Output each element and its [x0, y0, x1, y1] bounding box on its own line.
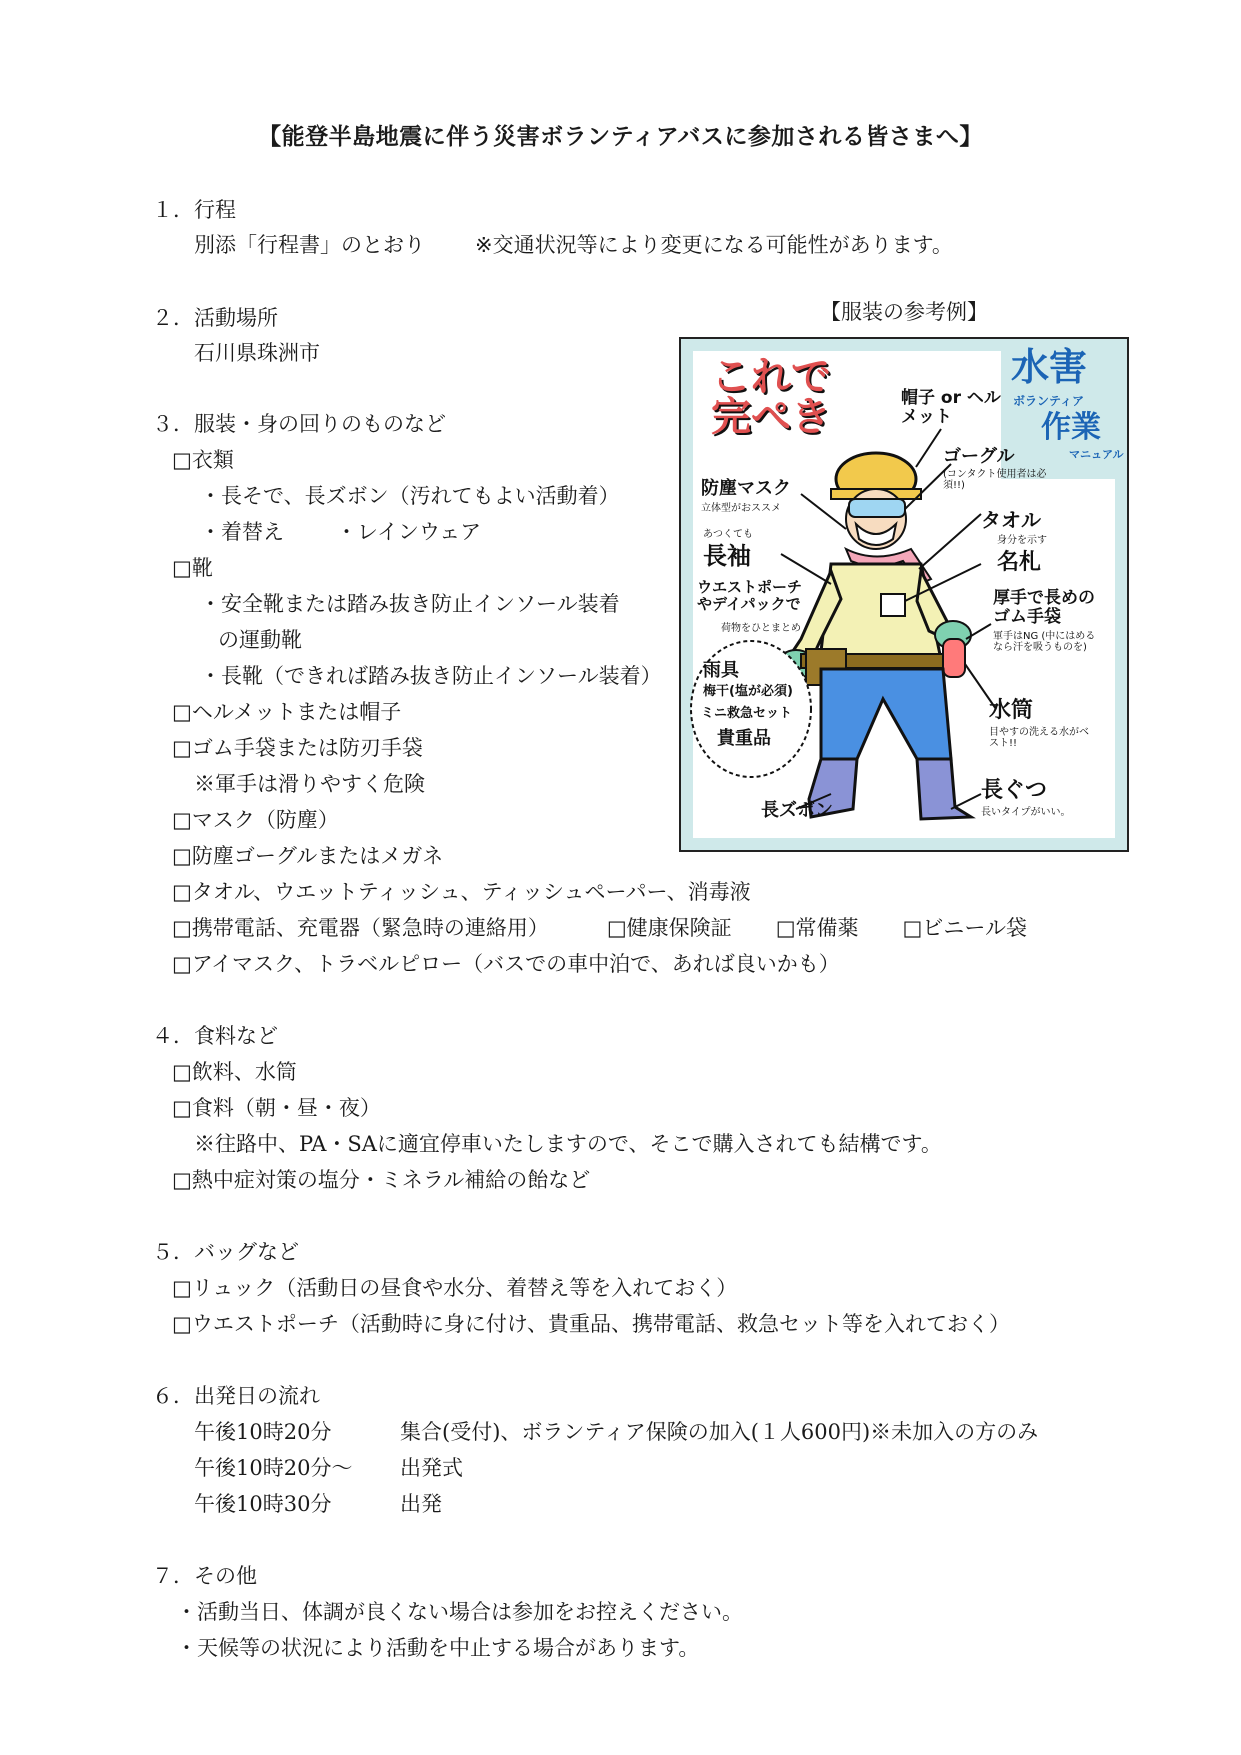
itinerary-text: 別添「行程書」のとおり — [194, 233, 425, 257]
schedule-row — [194, 1418, 1038, 1446]
checklist-goggles: □防塵ゴーグルまたはメガネ — [172, 844, 444, 868]
checklist-plastic-bag: □ビニール袋 — [902, 916, 1027, 940]
label-goggle-note: (コンタクト使用者は必須!!) — [943, 469, 1047, 491]
checklist-drinks: □飲料、水筒 — [172, 1060, 297, 1084]
label-gloves: 厚手で長めのゴム手袋 — [993, 588, 1095, 627]
other-item-1: ・活動当日、体調が良くない場合は参加をお控えください。 — [176, 1600, 743, 1624]
schedule-row — [194, 1490, 442, 1518]
checklist-clothes-item-1: ・長そで、長ズボン（汚れてもよい活動着） — [200, 484, 620, 508]
schedule-desc: 集合(受付)、ボランティア保険の加入(１人600円)※未加入の方のみ — [400, 1420, 1039, 1444]
checklist-eyemask: □アイマスク、トラベルピロー（バスでの車中泊で、あれば良いかも） — [172, 952, 840, 976]
itinerary-note: ※交通状況等により変更になる可能性があります。 — [475, 233, 953, 257]
section-4-heading: ４．食料など — [152, 1024, 278, 1048]
label-goggle: ゴーグル — [943, 446, 1015, 467]
label-boots: 長ぐつ — [981, 778, 1048, 803]
checklist-medicine: □常備薬 — [775, 916, 859, 940]
checklist-shoes-item-2: ・長靴（できれば踏み抜き防止インソール装着） — [200, 664, 662, 688]
checklist-phone: □携帯電話、充電器（緊急時の連絡用） — [172, 916, 549, 940]
schedule-time: 午後10時30分 — [194, 1492, 332, 1516]
checklist-phone-row — [172, 914, 1027, 942]
checklist-mask: □マスク（防塵） — [172, 808, 339, 832]
checklist-waist-pouch: □ウエストポーチ（活動時に身に付け、貴重品、携帯電話、救急セット等を入れておく） — [172, 1312, 1010, 1336]
badge-water-damage: 水害 — [1011, 345, 1088, 389]
checklist-gloves: □ゴム手袋または防刃手袋 — [172, 736, 423, 760]
activity-location: 石川県珠洲市 — [194, 341, 320, 365]
checklist-insurance-card: □健康保険証 — [606, 916, 732, 940]
label-gloves-note: 軍手はNG (中にはめるなら汗を吸うものを) — [993, 631, 1096, 653]
checklist-shoes: □靴 — [172, 556, 213, 580]
schedule-time: 午後10時20分～ — [194, 1456, 353, 1480]
checklist-shoes-item-1: ・安全靴または踏み抜き防止インソール装着 — [200, 592, 620, 616]
checklist-helmet: □ヘルメットまたは帽子 — [172, 700, 402, 724]
label-ume: 梅干(塩が必須) — [703, 684, 793, 699]
section-3-heading: ３．服装・身の回りのものなど — [152, 412, 446, 436]
illustration-caption: 【服装の参考例】 — [820, 300, 988, 324]
change-of-clothes: ・着替え — [200, 520, 284, 544]
label-name-note: 身分を示す — [997, 535, 1047, 546]
gloves-note: ※軍手は滑りやすく危険 — [194, 772, 425, 796]
label-pouch-note: 荷物をひとまとめ — [721, 623, 801, 634]
label-towel: タオル — [981, 508, 1041, 532]
section-5-heading: ５．バッグなど — [152, 1240, 299, 1264]
label-bottle-note: 目やすの洗える水がベスト!! — [989, 727, 1089, 749]
label-pouch: ウエストポーチやデイパックで — [697, 578, 803, 613]
label-mask: 防塵マスク — [701, 478, 791, 499]
schedule-desc: 出発式 — [400, 1456, 463, 1480]
food-note: ※往路中、PA・SAに適宜停車いたしますので、そこで購入されても結構です。 — [194, 1132, 942, 1156]
schedule-desc: 出発 — [400, 1492, 442, 1516]
schedule-time: 午後10時20分 — [194, 1420, 332, 1444]
section-6-heading: ６．出発日の流れ — [152, 1384, 320, 1408]
label-sleeve-note: あつくても — [703, 529, 753, 540]
checklist-clothes: □衣類 — [172, 448, 234, 472]
label-boots-note: 長いタイプがいい。 — [981, 807, 1071, 818]
checklist-backpack: □リュック（活動日の昼食や水分、着替え等を入れておく） — [172, 1276, 738, 1300]
label-sleeve: 長袖 — [703, 542, 751, 570]
label-valuables: 貴重品 — [717, 728, 771, 749]
page-title: 【能登半島地震に伴う災害ボランティアバスに参加される皆さまへ】 — [258, 124, 983, 150]
rainwear: ・レインウェア — [336, 520, 482, 544]
checklist-food: □食料（朝・昼・夜） — [172, 1096, 381, 1120]
label-first-aid-kit: ミニ救急セット — [701, 706, 793, 721]
other-item-2: ・天候等の状況により活動を中止する場合があります。 — [176, 1636, 700, 1660]
illustration-title: これで完ぺき — [711, 354, 831, 440]
checklist-clothes-item-2 — [200, 518, 481, 546]
label-bottle: 水筒 — [989, 698, 1034, 723]
label-mask-note: 立体型がおススメ — [701, 503, 781, 514]
badge-work: 作業 — [1041, 410, 1101, 445]
section-7-heading: ７．その他 — [152, 1564, 257, 1588]
checklist-salt-candy: □熱中症対策の塩分・ミネラル補給の飴など — [172, 1168, 591, 1192]
label-name: 名札 — [997, 550, 1042, 575]
section-1-heading: １．行程 — [152, 198, 236, 222]
label-pants: 長ズボン — [761, 800, 833, 821]
checklist-shoes-item-1-cont: の運動靴 — [218, 628, 302, 652]
clothing-example-illustration — [679, 337, 1129, 852]
section-2-heading: ２．活動場所 — [152, 306, 278, 330]
section-1-body — [194, 231, 953, 259]
label-rain: 雨具 — [703, 660, 739, 681]
label-hat: 帽子 or ヘルメット — [901, 388, 1001, 427]
checklist-towel: □タオル、ウエットティッシュ、ティッシュペーパー、消毒液 — [172, 880, 751, 904]
badge-volunteer: ボランティア — [1013, 394, 1085, 408]
badge-manual: マニュアル — [1069, 448, 1124, 461]
schedule-row — [194, 1454, 463, 1482]
